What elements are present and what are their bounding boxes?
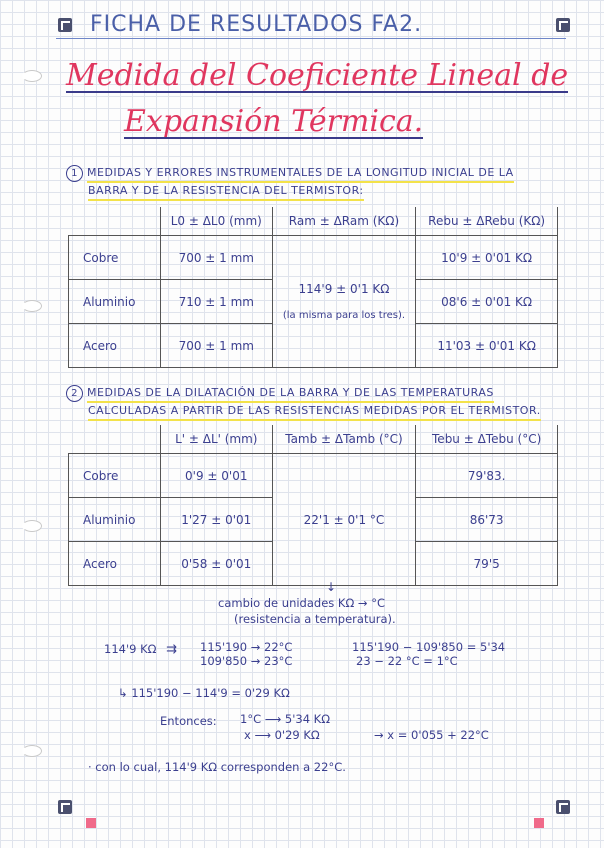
- page-title-line2: Expansión Térmica.: [124, 104, 424, 139]
- section1-table: [68, 207, 558, 368]
- column-header: Ram ± ΔRam (KΩ): [272, 207, 416, 236]
- column-header: L' ± ΔL' (mm): [160, 425, 272, 454]
- table-row: [69, 454, 558, 498]
- note-r2: 109'850 → 23°C: [200, 654, 293, 668]
- rebu-cell: 10'9 ± 0'01 KΩ: [416, 236, 558, 280]
- note-rule2: x ⟶ 0'29 KΩ: [244, 728, 320, 742]
- note-then-label: Entonces:: [160, 714, 217, 728]
- note-rule1: 1°C ⟶ 5'34 KΩ: [240, 712, 330, 726]
- section2-table: [68, 425, 558, 586]
- corner-mark-icon: [58, 18, 72, 32]
- lp-cell: 1'27 ± 0'01: [160, 498, 272, 542]
- material-cell: Acero: [69, 324, 161, 368]
- l0-cell: 700 ± 1 mm: [160, 236, 272, 280]
- note-r-start: 114'9 KΩ: [104, 642, 157, 656]
- section2-heading-line1: MEDIDAS DE LA DILATACIÓN DE LA BARRA Y DE LAS TEMPERATURAS: [87, 385, 494, 403]
- binder-hole: [22, 70, 42, 82]
- section1-heading: [66, 165, 514, 201]
- column-header: Tamb ± ΔTamb (°C): [272, 425, 416, 454]
- section2-number: 2: [66, 385, 83, 402]
- material-cell: Cobre: [69, 236, 161, 280]
- corner-mark-icon: [58, 800, 72, 814]
- column-header: Rebu ± ΔRebu (KΩ): [416, 207, 558, 236]
- tamb-merged-cell: 22'1 ± 0'1 °C: [272, 454, 416, 586]
- material-cell: Aluminio: [69, 280, 161, 324]
- binder-hole: [22, 520, 42, 532]
- section1-heading-line2: BARRA Y DE LA RESISTENCIA DEL TERMISTOR:: [88, 183, 364, 201]
- material-cell: Acero: [69, 542, 161, 586]
- column-header: L0 ± ΔL0 (mm): [160, 207, 272, 236]
- section2-heading-line2: CALCULADAS A PARTIR DE LAS RESISTENCIAS MEDIDAS POR EL TERMISTOR.: [88, 403, 541, 421]
- rebu-cell: 11'03 ± 0'01 KΩ: [416, 324, 558, 368]
- binder-hole: [22, 300, 42, 312]
- table-corner: [69, 207, 161, 236]
- ram-merged-cell: [272, 236, 416, 368]
- column-header: Tebu ± ΔTebu (°C): [416, 425, 558, 454]
- tebu-cell: 86'73: [416, 498, 558, 542]
- lp-cell: 0'9 ± 0'01: [160, 454, 272, 498]
- note-result: → x = 0'055 + 22°C: [374, 728, 489, 742]
- header-title: FICHA DE RESULTADOS FA2.: [90, 12, 423, 37]
- section1-heading-line1: MEDIDAS Y ERRORES INSTRUMENTALES DE LA LONGITUD INICIAL DE LA: [87, 165, 514, 183]
- note-diff1: 115'190 − 109'850 = 5'34: [352, 640, 506, 654]
- note-change-units-sub: (resistencia a temperatura).: [234, 612, 396, 626]
- note-conclusion: · con lo cual, 114'9 KΩ corresponden a 22°C.: [88, 760, 346, 774]
- note-change-units: cambio de unidades KΩ → °C: [218, 596, 385, 610]
- material-cell: Aluminio: [69, 498, 161, 542]
- section1-number: 1: [66, 165, 83, 182]
- header-divider: [56, 38, 566, 39]
- note-sub: ↳ 115'190 − 114'9 = 0'29 KΩ: [118, 686, 290, 700]
- l0-cell: 710 ± 1 mm: [160, 280, 272, 324]
- rebu-cell: 08'6 ± 0'01 KΩ: [416, 280, 558, 324]
- tebu-cell: 79'83.: [416, 454, 558, 498]
- note-diff2: 23 − 22 °C = 1°C: [356, 654, 458, 668]
- section2-heading: [66, 385, 541, 421]
- ram-note: (la misma para los tres).: [282, 309, 406, 321]
- table-row: [69, 236, 558, 280]
- pink-mark: [534, 818, 544, 828]
- note-r1: 115'190 → 22°C: [200, 640, 293, 654]
- corner-mark-icon: [556, 18, 570, 32]
- branch-arrow-icon: ⇉: [166, 642, 177, 657]
- corner-mark-icon: [556, 800, 570, 814]
- material-cell: Cobre: [69, 454, 161, 498]
- ram-value: 114'9 ± 0'1 KΩ: [298, 281, 390, 296]
- l0-cell: 700 ± 1 mm: [160, 324, 272, 368]
- page-title-line1: Medida del Coeficiente Lineal de: [66, 58, 569, 93]
- tebu-cell: 79'5: [416, 542, 558, 586]
- pink-mark: [86, 818, 96, 828]
- table-corner: [69, 425, 161, 454]
- binder-hole: [22, 745, 42, 757]
- arrow-down-icon: ↓: [326, 580, 337, 594]
- lp-cell: 0'58 ± 0'01: [160, 542, 272, 586]
